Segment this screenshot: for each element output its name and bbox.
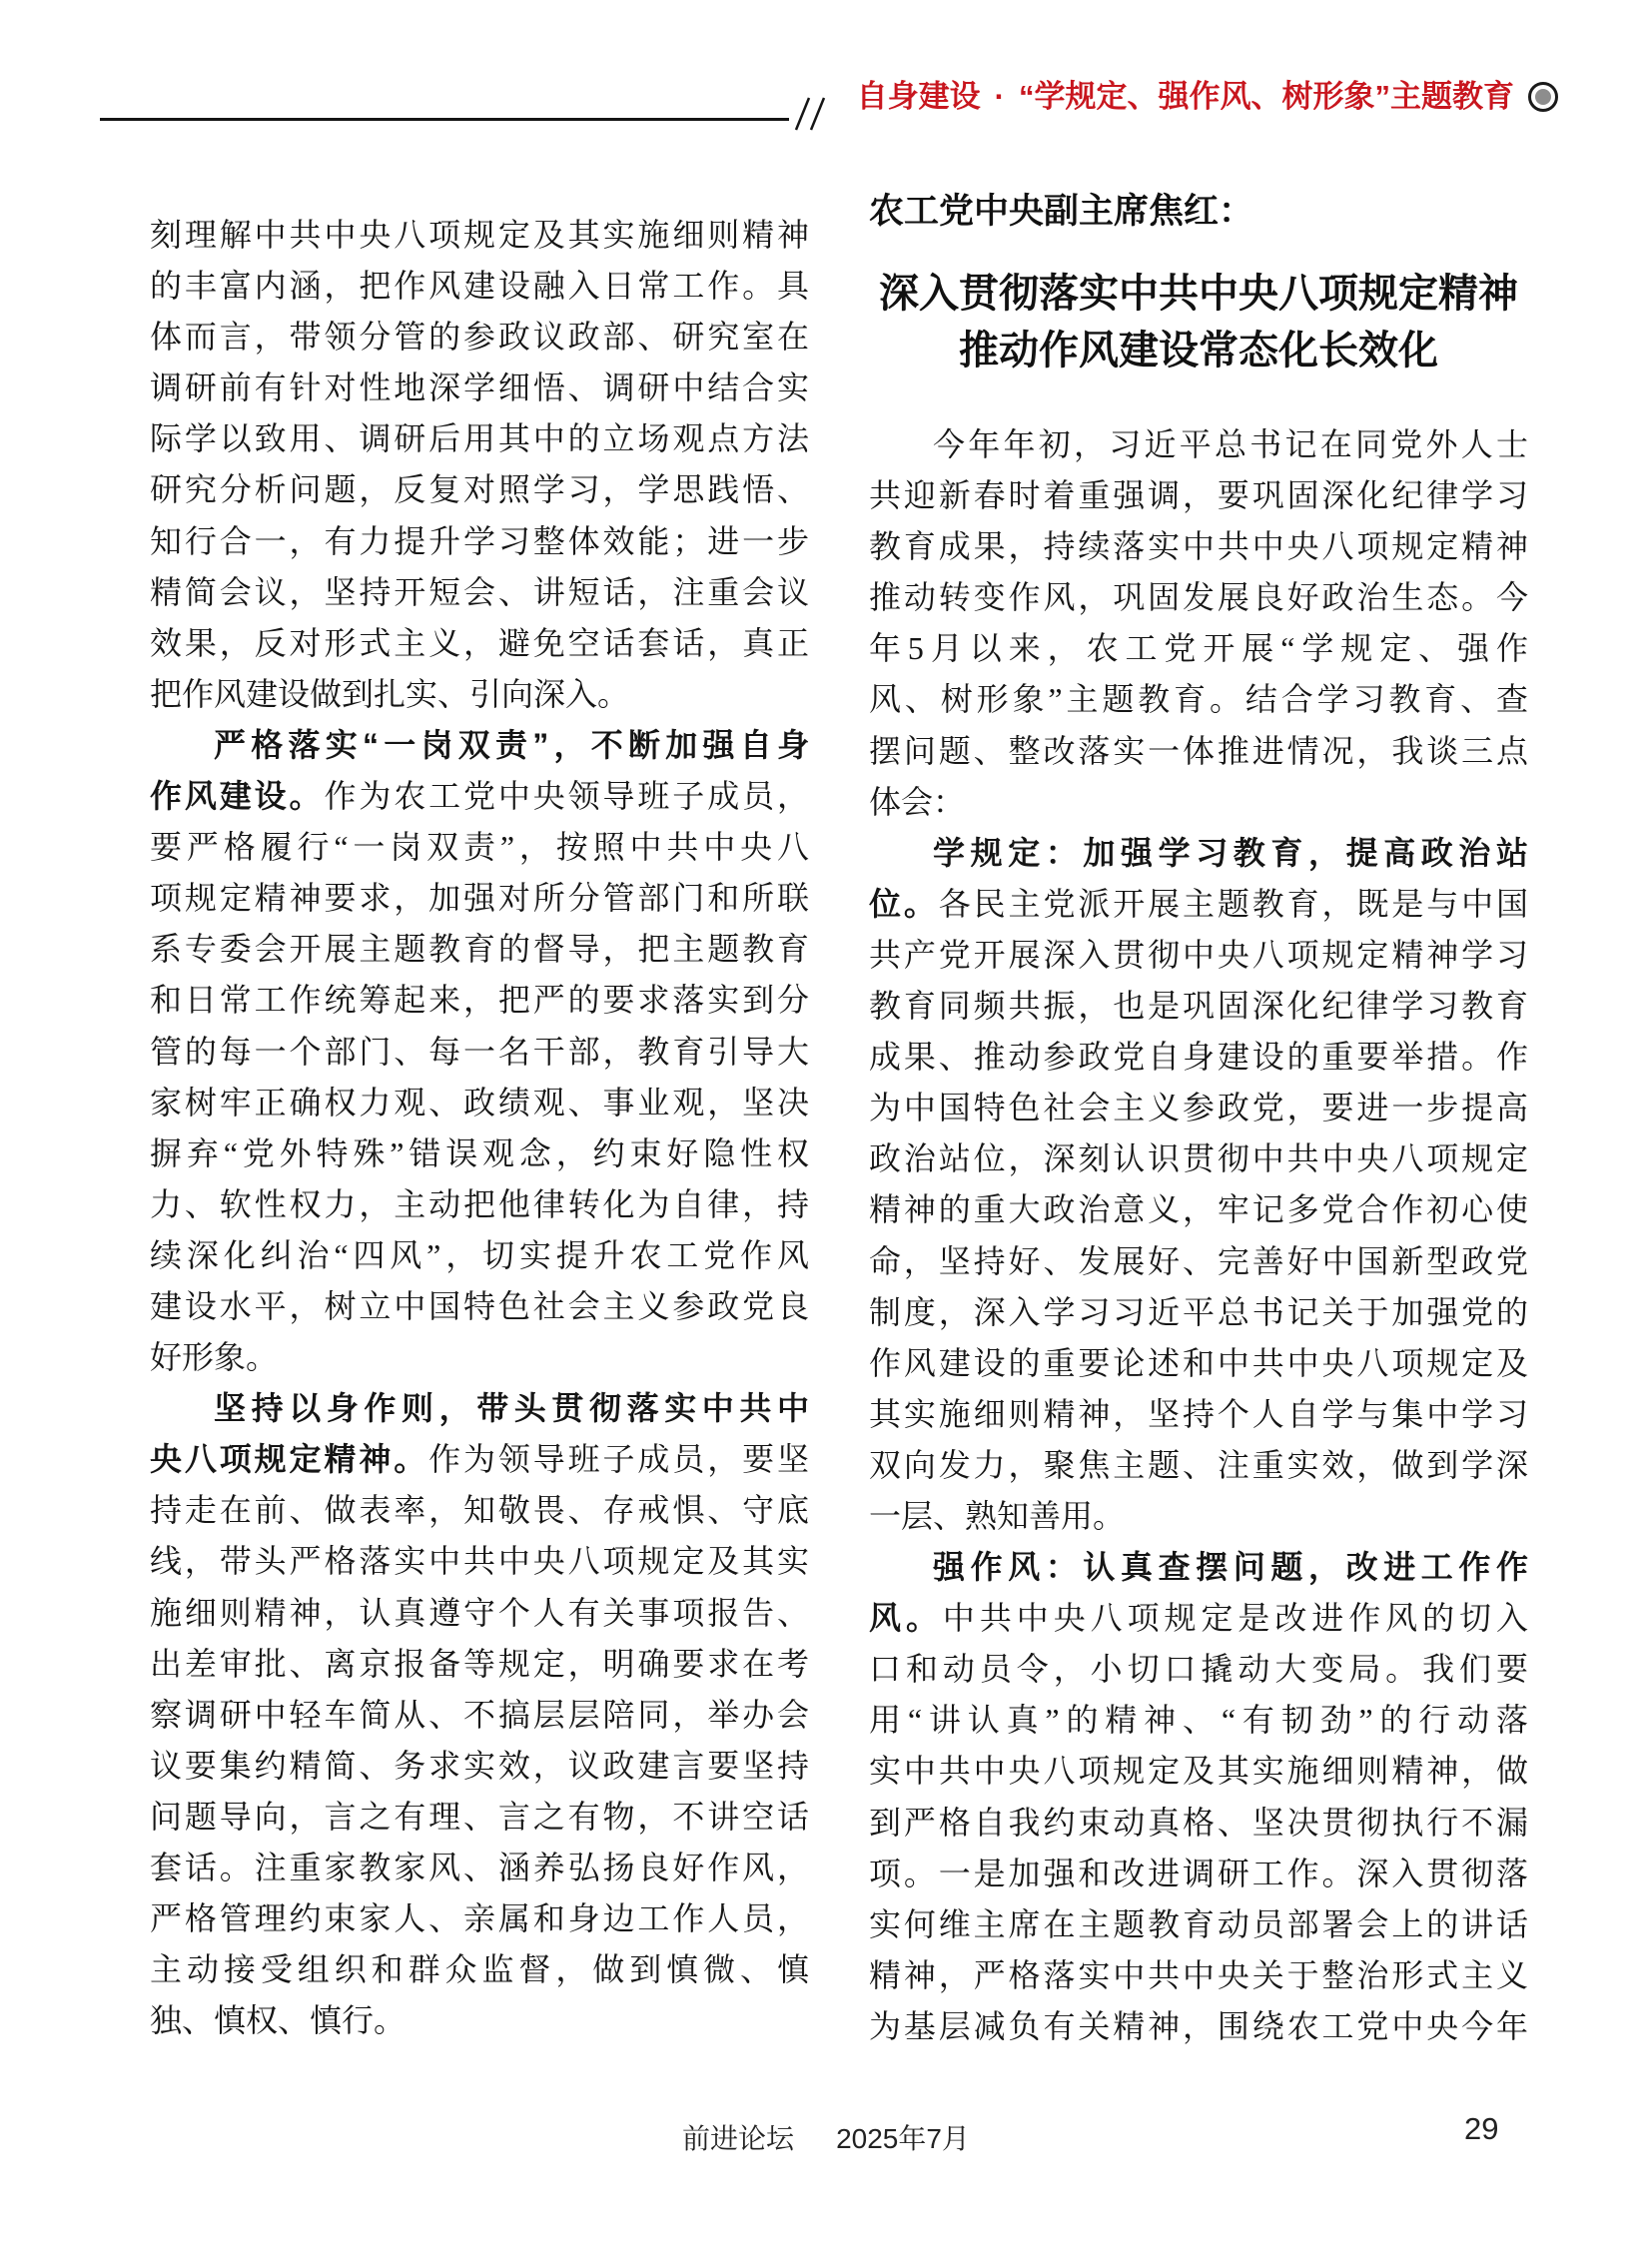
text-run: 今年年初，习近平总书记在同党外人士 <box>933 426 1528 462</box>
text-line <box>869 1695 1528 1746</box>
text-run: 要严格履行“一岗双责”，按照中共中央八 <box>150 829 809 866</box>
article-title-line-2: 推动作风建设常态化长效化 <box>959 329 1438 373</box>
text-run: 严格管理约束家人、亲属和身边工作人员， <box>150 1900 809 1937</box>
text-line <box>869 1491 1528 1542</box>
text-line <box>869 419 1528 470</box>
text-run: 建设水平，树立中国特色社会主义参政党良 <box>150 1287 809 1324</box>
text-run: 际学以致用、调研后用其中的立场观点方法 <box>150 420 809 457</box>
text-line <box>869 777 1528 828</box>
text-run: 教育同频共振，也是巩固深化纪律学习教育 <box>869 988 1528 1025</box>
text-run: 一层、熟知善用。 <box>869 1497 1126 1534</box>
text-run: 其实施细则精神，坚持个人自学与集中学习 <box>869 1395 1528 1432</box>
text-run: 施细则精神，认真遵守个人有关事项报告、 <box>150 1594 809 1631</box>
text-line <box>150 1995 809 2046</box>
text-run: 作风建设的重要论述和中共中央八项规定及 <box>869 1344 1528 1381</box>
text-line <box>869 623 1528 674</box>
text-run: 用“讲认真”的精神、“有韧劲”的行动落 <box>869 1702 1528 1739</box>
text-run: 成果、推动参政党自身建设的重要举措。作 <box>869 1039 1528 1076</box>
bold-run: 央八项规定精神。 <box>150 1441 429 1478</box>
text-line <box>150 1383 809 1434</box>
text-run: 摆问题、整改落实一体推进情况，我谈三点 <box>869 732 1528 769</box>
text-line <box>150 1332 809 1383</box>
text-line <box>869 521 1528 572</box>
page-footer <box>0 2117 1652 2157</box>
text-run: 套话。注重家教家风、涵养弘扬良好作风， <box>150 1850 809 1885</box>
text-run: 到严格自我约束动真格、坚决贯彻执行不漏 <box>869 1804 1528 1841</box>
text-run: 的丰富内涵，把作风建设融入日常工作。具 <box>150 268 809 305</box>
text-run: 精神，严格落实中共中央关于整治形式主义 <box>869 1956 1528 1993</box>
text-line <box>150 1792 809 1843</box>
text-run: 中共中央八项规定是改进作风的切入 <box>942 1600 1528 1637</box>
text-run: 推动转变作风，巩固发展良好政治生态。今 <box>869 579 1528 616</box>
text-run: 双向发力，聚焦主题、注重实效，做到学深 <box>869 1446 1528 1483</box>
journal-name: 前进论坛 <box>682 2123 795 2154</box>
text-run: 制度，深入学习习近平总书记关于加强党的 <box>869 1293 1528 1330</box>
text-run: 体会： <box>869 783 966 820</box>
text-line <box>150 1434 809 1485</box>
text-run: 风、树形象”主题教育。结合学习教育、查 <box>869 681 1528 718</box>
text-line <box>150 1179 809 1230</box>
text-line <box>869 1032 1528 1083</box>
text-line <box>869 1950 1528 2001</box>
text-line <box>150 771 809 822</box>
text-line <box>150 516 809 567</box>
text-line <box>150 312 809 363</box>
text-line <box>869 726 1528 777</box>
text-line <box>150 618 809 669</box>
text-run: 摒弃“党外特殊”错误观念，约束好隐性权 <box>150 1134 809 1171</box>
bold-run: 学规定：加强学习教育，提高政治站 <box>933 834 1528 871</box>
text-line <box>869 1440 1528 1491</box>
page-header <box>857 80 1558 114</box>
text-line <box>869 1184 1528 1235</box>
text-line <box>150 567 809 618</box>
text-run: 实何维主席在主题教育动员部署会上的讲话 <box>869 1905 1528 1942</box>
right-column-body <box>869 419 1528 2052</box>
text-run: 精神的重大政治意义，牢记多党合作初心使 <box>869 1191 1528 1228</box>
text-run: 作为农工党中央领导班子成员， <box>324 778 809 815</box>
text-line <box>869 879 1528 930</box>
issue-date: 2025年7月 <box>836 2123 970 2154</box>
text-line <box>150 1690 809 1741</box>
text-line <box>869 1287 1528 1338</box>
text-run: 出差审批、离京报备等规定，明确要求在考 <box>150 1645 809 1682</box>
text-run: 命，坚持好、发展好、完善好中国新型政党 <box>869 1242 1528 1279</box>
text-line <box>150 1128 809 1179</box>
bold-run: 作风建设。 <box>150 778 325 815</box>
text-line <box>869 1899 1528 1950</box>
text-run: 共迎新春时着重强调，要巩固深化纪律学习 <box>869 477 1528 514</box>
text-line <box>150 669 809 720</box>
text-run: 知行合一，有力提升学习整体效能；进一步 <box>150 522 809 559</box>
text-line <box>150 975 809 1026</box>
text-run: 效果，反对形式主义，避免空话套话，真正 <box>150 624 809 661</box>
text-run: 精简会议，坚持开短会、讲短话，注重会议 <box>150 573 809 610</box>
left-column <box>150 210 809 2046</box>
text-run: 年5月以来，农工党开展“学规定、强作 <box>869 630 1528 667</box>
text-line <box>869 1644 1528 1695</box>
text-run: 作为领导班子成员，要坚 <box>428 1441 809 1478</box>
text-line <box>150 1078 809 1128</box>
text-line <box>869 1798 1528 1849</box>
bold-run: 位。 <box>869 885 939 922</box>
header-tick-marks <box>793 94 835 139</box>
text-line <box>869 1236 1528 1287</box>
text-run: 项。一是加强和改进调研工作。深入贯彻落 <box>869 1855 1528 1891</box>
text-line <box>869 1746 1528 1797</box>
text-run: 家树牢正确权力观、政绩观、事业观，坚决 <box>150 1084 809 1121</box>
text-line <box>150 720 809 771</box>
text-line <box>869 470 1528 521</box>
text-run: 续深化纠治“四风”，切实提升农工党作风 <box>150 1236 809 1273</box>
text-run: 共产党开展深入贯彻中央八项规定精神学习 <box>869 936 1528 973</box>
text-line <box>150 1027 809 1078</box>
text-run: 系专委会开展主题教育的督导，把主题教育 <box>150 931 809 968</box>
text-run: 力、软性权力，主动把他律转化为自律，持 <box>150 1185 809 1222</box>
text-line <box>150 1588 809 1639</box>
text-line <box>150 1893 809 1944</box>
bold-run: 严格落实“一岗双责”，不断加强自身 <box>214 726 809 763</box>
text-line <box>150 261 809 312</box>
text-run: 刻理解中共中央八项规定及其实施细则精神 <box>150 217 809 253</box>
text-run: 项规定精神要求，加强对所分管部门和所联 <box>150 880 809 917</box>
bold-run: 风。 <box>869 1600 943 1637</box>
text-line <box>150 1843 809 1893</box>
article-byline: 农工党中央副主席焦红： <box>869 192 1254 231</box>
text-line <box>869 1133 1528 1184</box>
article-title-line-1: 深入贯彻落实中共中央八项规定精神 <box>879 272 1518 316</box>
bold-run: 坚持以身作则，带头贯彻落实中共中 <box>214 1390 809 1427</box>
text-run: 察调研中轻车简从、不搞层层陪同，举办会 <box>150 1696 809 1733</box>
text-line <box>150 464 809 515</box>
text-run: 政治站位，深刻认识贯彻中共中央八项规定 <box>869 1140 1528 1177</box>
text-run: 各民主党派开展主题教育，既是与中国 <box>938 885 1528 922</box>
header-separator: · <box>994 79 1005 114</box>
text-line <box>869 674 1528 725</box>
text-run: 议要集约精简、务求实效，议政建言要坚持 <box>150 1747 809 1784</box>
text-run: 独、慎权、慎行。 <box>150 2002 407 2039</box>
text-line <box>150 873 809 924</box>
text-line <box>150 413 809 464</box>
text-line <box>150 1944 809 1995</box>
text-line <box>869 1083 1528 1133</box>
text-run: 体而言，带领分管的参政议政部、研究室在 <box>150 319 809 356</box>
text-line <box>150 1536 809 1587</box>
text-run: 为中国特色社会主义参政党，要进一步提高 <box>869 1090 1528 1126</box>
text-line <box>869 930 1528 981</box>
text-line <box>869 1849 1528 1899</box>
text-run: 教育成果，持续落实中共中央八项规定精神 <box>869 528 1528 565</box>
text-run: 把作风建设做到扎实、引向深入。 <box>150 675 630 712</box>
text-run: 问题导向，言之有理、言之有物，不讲空话 <box>150 1798 809 1835</box>
text-line <box>150 363 809 413</box>
text-line <box>869 1593 1528 1644</box>
text-run: 主动接受组织和群众监督，做到慎微、慎 <box>150 1951 809 1988</box>
text-line <box>150 924 809 975</box>
text-line <box>869 1338 1528 1389</box>
text-line <box>150 1485 809 1536</box>
text-run: 线，带头严格落实中共中央八项规定及其实 <box>150 1543 809 1580</box>
text-run: 研究分析问题，反复对照学习，学思践悟、 <box>150 471 809 508</box>
page-number: 29 <box>1464 2111 1499 2146</box>
text-line <box>150 210 809 261</box>
text-line <box>869 1389 1528 1440</box>
article-title <box>869 266 1528 379</box>
bold-run: 强作风：认真查摆问题，改进工作作 <box>933 1549 1528 1586</box>
text-line <box>150 1741 809 1792</box>
text-run: 和日常工作统筹起来，把严的要求落实到分 <box>150 982 809 1019</box>
text-line <box>150 1281 809 1332</box>
header-rule <box>100 118 789 121</box>
text-run: 好形象。 <box>150 1339 279 1376</box>
text-line <box>869 828 1528 879</box>
text-line <box>150 1230 809 1281</box>
text-line <box>150 1639 809 1690</box>
text-run: 口和动员令，小切口撬动大变局。我们要 <box>869 1651 1528 1688</box>
circle-dot-inner <box>1535 89 1551 105</box>
text-run: 为基层减负有关精神，围绕农工党中央今年 <box>869 2007 1528 2044</box>
text-run: 调研前有针对性地深学细悟、调研中结合实 <box>150 370 809 406</box>
text-line <box>869 981 1528 1032</box>
section-label: 自身建设 <box>856 79 981 114</box>
text-run: 实中共中央八项规定及其实施细则精神，做 <box>869 1753 1528 1790</box>
text-line <box>150 822 809 873</box>
text-line <box>869 2001 1528 2052</box>
text-run: 持走在前、做表率，知敬畏、存戒惧、守底 <box>150 1492 809 1529</box>
theme-label: “学规定、强作风、树形象”主题教育 <box>1019 79 1514 114</box>
text-line <box>869 572 1528 623</box>
text-run: 管的每一个部门、每一名干部，教育引导大 <box>150 1033 809 1070</box>
text-line <box>869 1542 1528 1593</box>
circle-dot-icon <box>1528 82 1558 112</box>
